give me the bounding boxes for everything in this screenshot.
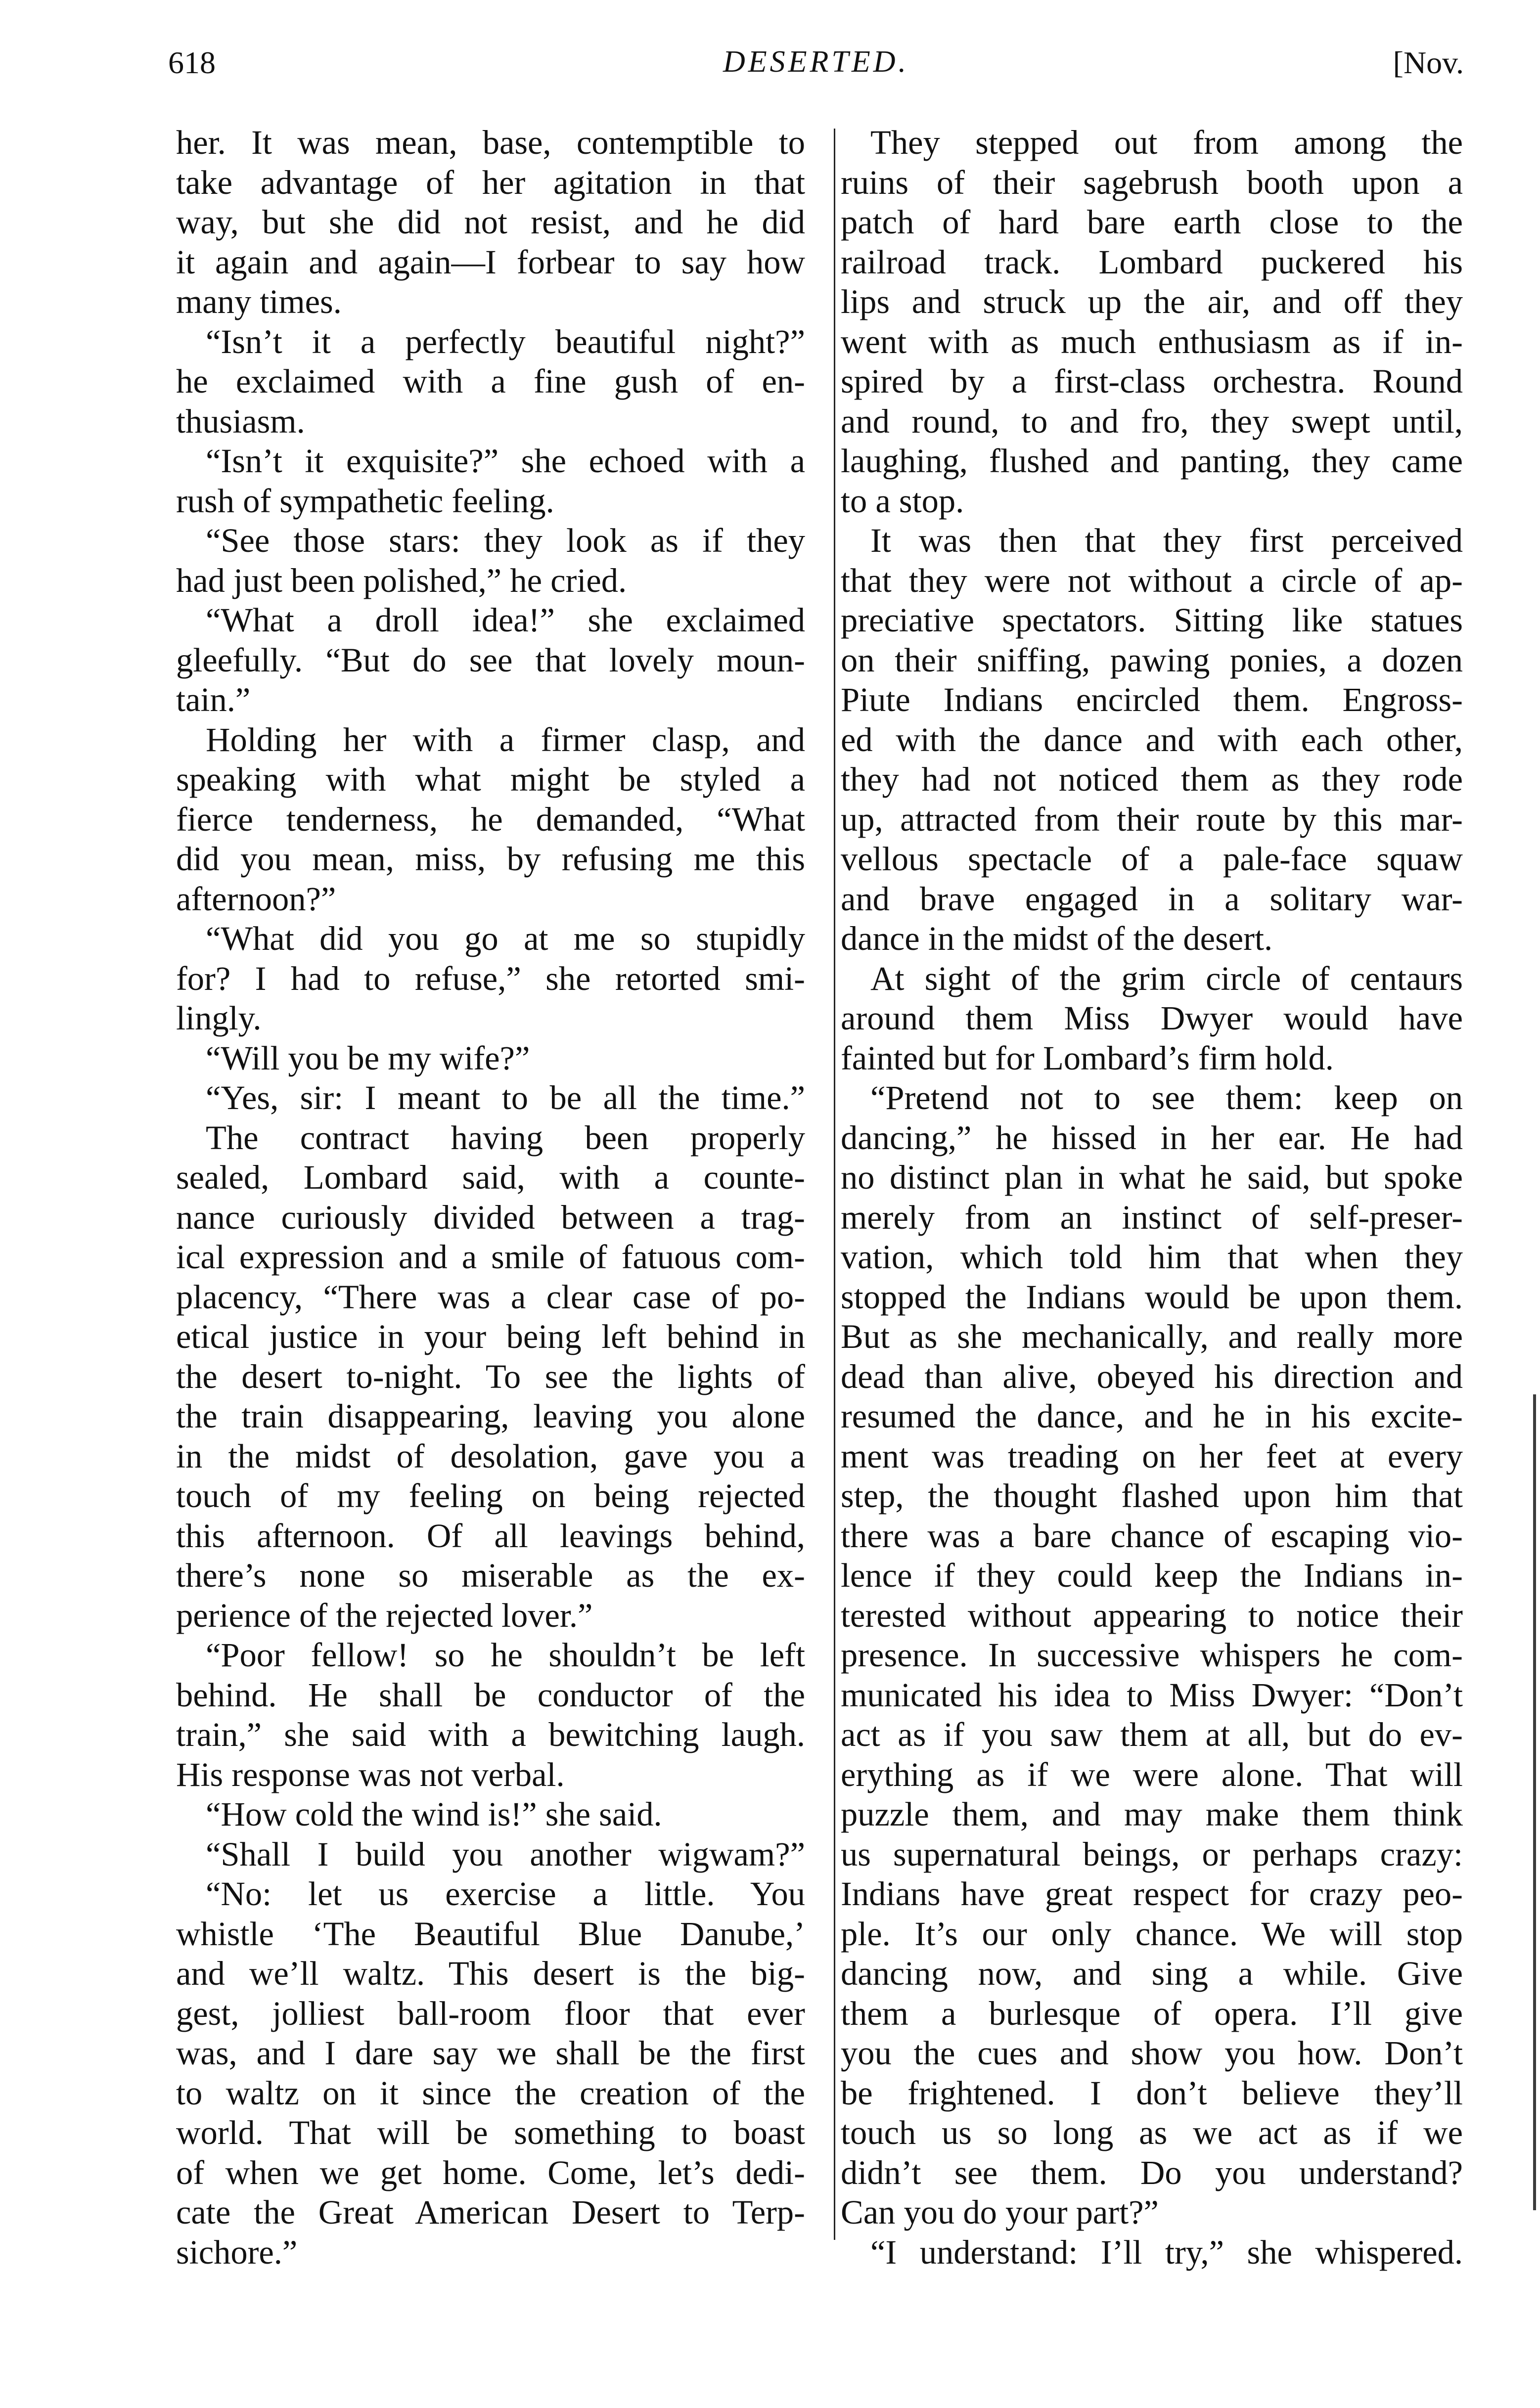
text-line: lingly. <box>176 999 262 1037</box>
text-line: way, but she did not resist, and he did <box>176 203 805 241</box>
page-number: 618 <box>168 45 216 80</box>
issue-month: [Nov. <box>1393 45 1464 80</box>
text-line: vation, which told him that when they <box>841 1238 1463 1276</box>
text-line: to waltz on it since the creation of the <box>176 2074 805 2112</box>
text-line: us supernatural beings, or perhaps crazy: <box>841 1835 1463 1873</box>
text-line: At sight of the grim circle of centaurs <box>870 959 1463 997</box>
text-line: train,” she said with a bewitching laugh. <box>176 1716 805 1753</box>
text-line: stopped the Indians would be upon them. <box>841 1278 1463 1316</box>
text-line: dancing,” he hissed in her ear. He had <box>841 1118 1463 1157</box>
text-line: gleefully. “But do see that lovely moun- <box>176 641 805 679</box>
right-column <box>841 123 1463 2272</box>
text-line: around them Miss Dwyer would have <box>841 999 1463 1037</box>
text-line: His response was not verbal. <box>176 1755 565 1793</box>
text-line: ple. It’s our only chance. We will stop <box>841 1915 1463 1953</box>
text-line: they had not noticed them as they rode <box>841 760 1463 798</box>
text-line: dancing now, and sing a while. Give <box>841 1955 1463 1992</box>
text-line: “What a droll idea!” she exclaimed <box>206 601 805 639</box>
text-line: fierce tenderness, he demanded, “What <box>176 800 805 838</box>
text-line: did you mean, miss, by refusing me this <box>176 840 805 878</box>
text-line: “How cold the wind is!” she said. <box>206 1795 662 1833</box>
text-line: tain.” <box>176 681 251 718</box>
text-line: The contract having been properly <box>206 1118 805 1157</box>
text-line: “What did you go at me so stupidly <box>206 920 805 957</box>
text-line: “Will you be my wife?” <box>206 1039 530 1077</box>
text-line: dance in the midst of the desert. <box>841 920 1273 957</box>
text-line: afternoon?” <box>176 880 336 918</box>
text-line: puzzle them, and may make them think <box>841 1795 1463 1833</box>
text-line: to a stop. <box>841 482 964 520</box>
text-line: rush of sympathetic feeling. <box>176 482 554 520</box>
text-line: there was a bare chance of escaping vio- <box>841 1516 1463 1555</box>
running-title: DESERTED. <box>723 45 909 79</box>
text-line: act as if you saw them at all, but do ev- <box>841 1716 1463 1753</box>
text-line: fainted but for Lombard’s firm hold. <box>841 1039 1334 1077</box>
text-line: had just been polished,” he cried. <box>176 561 627 599</box>
text-line: of when we get home. Come, let’s dedi- <box>176 2153 805 2191</box>
text-line: ed with the dance and with each other, <box>841 720 1463 758</box>
text-line: ment was treading on her feet at every <box>841 1437 1463 1475</box>
text-line: for? I had to refuse,” she retorted smi- <box>176 959 805 997</box>
text-line: Indians have great respect for crazy peo- <box>841 1875 1463 1913</box>
text-line: sealed, Lombard said, with a counte- <box>176 1159 805 1196</box>
text-line: municated his idea to Miss Dwyer: “Don’t <box>841 1676 1463 1714</box>
text-line: cate the Great American Desert to Terp- <box>176 2193 805 2231</box>
text-line: railroad track. Lombard puckered his <box>841 243 1463 281</box>
text-line: on their sniffing, pawing ponies, a dozen <box>841 641 1463 679</box>
text-line: gest, jolliest ball-room floor that ever <box>176 1994 805 2032</box>
text-line: Can you do your part?” <box>841 2193 1159 2231</box>
text-line: be frightened. I don’t believe they’ll <box>841 2074 1463 2112</box>
text-line: the desert to-night. To see the lights of <box>176 1357 805 1395</box>
text-line: terested without appearing to notice their <box>841 1596 1463 1634</box>
text-line: nance curiously divided between a trag- <box>176 1198 805 1236</box>
text-line: this afternoon. Of all leavings behind, <box>176 1516 805 1555</box>
text-line: ruins of their sagebrush booth upon a <box>841 163 1463 201</box>
running-header <box>168 45 1464 89</box>
text-line: speaking with what might be styled a <box>176 760 805 798</box>
text-line: and round, to and fro, they swept until, <box>841 402 1463 440</box>
text-line: was, and I dare say we shall be the first <box>176 2034 805 2072</box>
text-line: the train disappearing, leaving you alone <box>176 1397 805 1435</box>
text-line: “Poor fellow! so he shouldn’t be left <box>206 1636 805 1674</box>
text-line: “I understand: I’ll try,” she whispered. <box>870 2233 1463 2271</box>
text-line: “Shall I build you another wigwam?” <box>206 1835 805 1873</box>
text-line: “See those stars: they look as if they <box>206 522 805 559</box>
text-line: “Isn’t it exquisite?” she echoed with a <box>206 442 805 480</box>
text-line: laughing, flushed and panting, they came <box>841 442 1463 480</box>
text-line: went with as much enthusiasm as if in- <box>841 322 1463 360</box>
text-line: in the midst of desolation, gave you a <box>176 1437 805 1475</box>
text-line: “Isn’t it a perfectly beautiful night?” <box>206 322 805 360</box>
text-line: behind. He shall be conductor of the <box>176 1676 805 1714</box>
text-line: step, the thought flashed upon him that <box>841 1477 1463 1515</box>
text-line: But as she mechanically, and really more <box>841 1318 1463 1355</box>
text-line: ical expression and a smile of fatuous com- <box>176 1238 805 1276</box>
text-line: and brave engaged in a solitary war- <box>841 880 1463 918</box>
text-line: it again and again—I forbear to say how <box>176 243 805 281</box>
text-line: no distinct plan in what he said, but spoke <box>841 1159 1463 1196</box>
text-line: he exclaimed with a fine gush of en- <box>176 362 805 400</box>
text-line: and we’ll waltz. This desert is the big- <box>176 1955 805 1992</box>
text-line: touch of my feeling on being rejected <box>176 1477 805 1515</box>
text-line: resumed the dance, and he in his excite- <box>841 1397 1463 1435</box>
text-line: “No: let us exercise a little. You <box>206 1875 805 1913</box>
text-line: merely from an instinct of self-preser- <box>841 1198 1463 1236</box>
text-line: that they were not without a circle of ap- <box>841 561 1463 599</box>
left-column <box>176 123 805 2272</box>
text-line: vellous spectacle of a pale-face squaw <box>841 840 1463 878</box>
text-line: placency, “There was a clear case of po- <box>176 1278 805 1316</box>
text-line: many times. <box>176 283 342 320</box>
text-line: etical justice in your being left behind in <box>176 1318 805 1355</box>
text-line: up, attracted from their route by this mar- <box>841 800 1463 838</box>
text-line: you the cues and show you how. Don’t <box>841 2034 1463 2072</box>
text-line: spired by a first-class orchestra. Round <box>841 362 1463 400</box>
text-line: It was then that they first perceived <box>870 522 1463 559</box>
text-line: patch of hard bare earth close to the <box>841 203 1463 241</box>
text-line: perience of the rejected lover.” <box>176 1596 593 1634</box>
text-line: Holding her with a firmer clasp, and <box>206 720 805 758</box>
text-line: world. That will be something to boast <box>176 2114 805 2151</box>
text-line: touch us so long as we act as if we <box>841 2114 1463 2151</box>
text-line: sichore.” <box>176 2233 298 2271</box>
text-line: erything as if we were alone. That will <box>841 1755 1463 1793</box>
text-line: dead than alive, obeyed his direction and <box>841 1357 1463 1395</box>
text-line: lence if they could keep the Indians in- <box>841 1557 1463 1594</box>
text-line: preciative spectators. Sitting like statues <box>841 601 1463 639</box>
text-line: there’s none so miserable as the ex- <box>176 1557 805 1594</box>
scan-margin-edge <box>1533 1394 1536 2210</box>
text-line: didn’t see them. Do you understand? <box>841 2153 1463 2191</box>
column-divider <box>834 129 835 2240</box>
text-line: presence. In successive whispers he com- <box>841 1636 1463 1674</box>
text-line: “Yes, sir: I meant to be all the time.” <box>206 1079 805 1116</box>
text-line: “Pretend not to see them: keep on <box>870 1079 1463 1116</box>
text-line: whistle ‘The Beautiful Blue Danube,’ <box>176 1915 805 1953</box>
text-line: They stepped out from among the <box>870 124 1463 161</box>
text-line: her. It was mean, base, contemptible to <box>176 124 805 161</box>
text-line: Piute Indians encircled them. Engross- <box>841 681 1463 718</box>
text-line: lips and struck up the air, and off they <box>841 283 1463 320</box>
text-line: them a burlesque of opera. I’ll give <box>841 1994 1463 2032</box>
text-line: thusiasm. <box>176 402 305 440</box>
text-line: take advantage of her agitation in that <box>176 163 805 201</box>
